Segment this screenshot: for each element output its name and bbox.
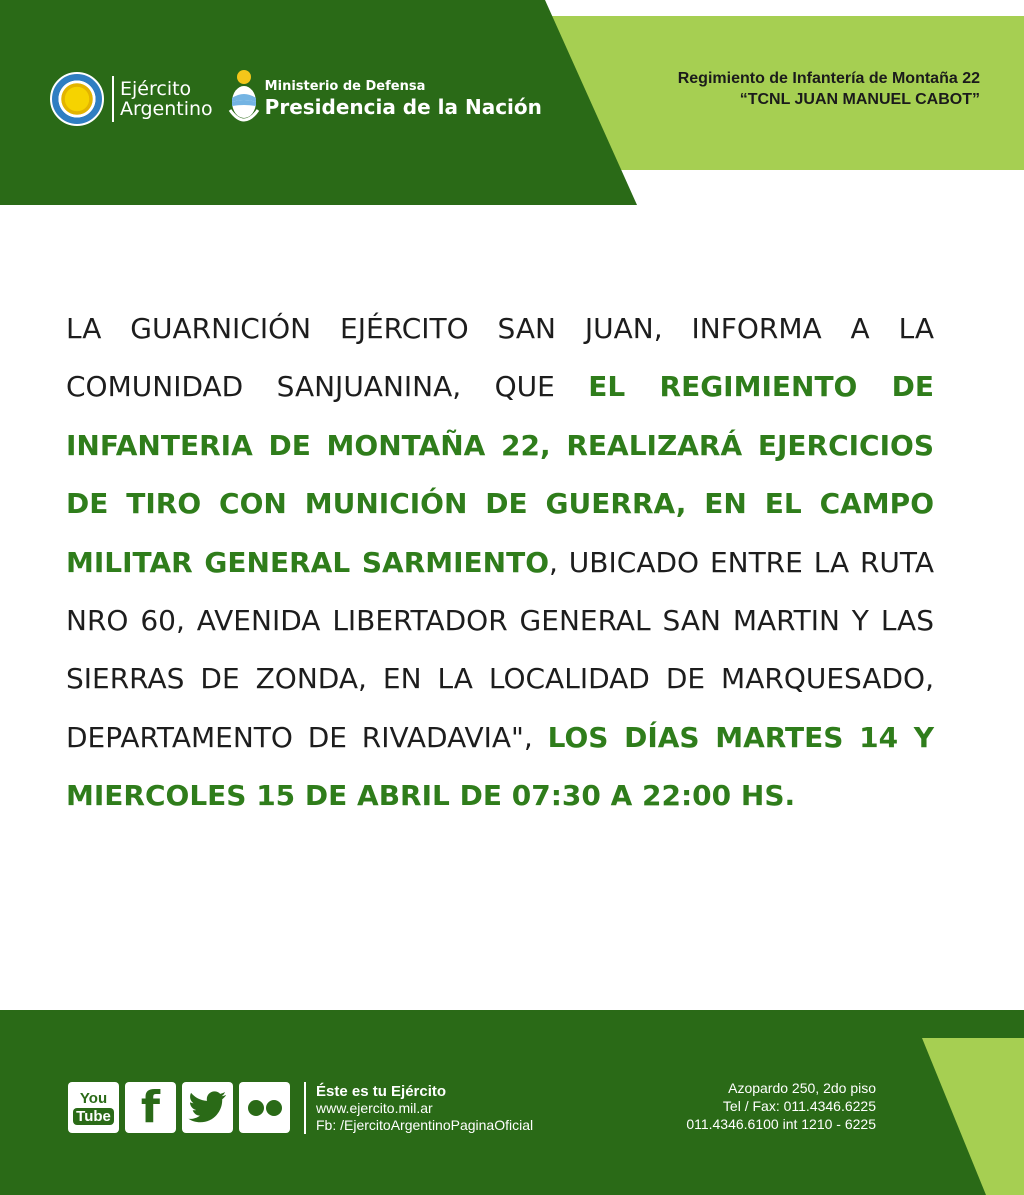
ministry-brand xyxy=(265,79,542,119)
youtube-button[interactable] xyxy=(68,1082,119,1133)
youtube-label-top: You xyxy=(79,1089,108,1107)
footer-facebook-link[interactable]: Fb: /EjercitoArgentinoPaginaOficial xyxy=(316,1117,534,1133)
army-brand xyxy=(120,79,213,119)
announcement-highlight-exercise: EL REGIMIENTO DE INFANTERIA DE MONTAÑA 22, REALIZARÁ EJERCICIOS DE TIRO CON MUNICIÓN DE GUERRA, EN EL CAMPO MILITAR GENERAL SARMIENTO xyxy=(66,370,935,579)
social-links xyxy=(68,1082,290,1133)
twitter-icon xyxy=(188,1091,228,1125)
footer-divider xyxy=(304,1082,306,1134)
facebook-icon: f xyxy=(140,1081,161,1133)
flickr-icon xyxy=(245,1098,285,1118)
phone-extension-line: 011.4346.6100 int 1210 - 6225 xyxy=(686,1116,876,1132)
footer-website-link[interactable]: www.ejercito.mil.ar xyxy=(316,1100,433,1116)
announcement-location: , UBICADO ENTRE LA RUTA NRO 60, AVENIDA LIBERTADOR GENERAL SAN MARTIN Y LAS SIERRAS DE ZONDA, EN LA LOCALIDAD DE MARQUESADO, DEPARTAMENTO DE RIVADAVIA", xyxy=(66,545,935,754)
regiment-line1: Regimiento de Infantería de Montaña 22 xyxy=(677,70,980,87)
address-line: Azopardo 250, 2do piso xyxy=(728,1080,876,1096)
regiment-name xyxy=(678,68,980,110)
footer-contact xyxy=(316,1083,533,1134)
youtube-icon xyxy=(73,1091,114,1125)
announcement-intro: LA GUARNICIÓN EJÉRCITO SAN JUAN, INFORMA A LA COMUNIDAD SANJUANINA, QUE xyxy=(66,312,934,404)
national-shield-icon xyxy=(227,68,261,130)
regiment-line2: “TCNL JUAN MANUEL CABOT” xyxy=(739,91,980,108)
youtube-label-bottom: Tube xyxy=(73,1108,114,1125)
army-brand-line2: Argentino xyxy=(120,98,213,120)
flickr-button[interactable] xyxy=(239,1082,290,1133)
phone-fax-line: Tel / Fax: 011.4346.6225 xyxy=(722,1098,876,1114)
announcement-highlight-dates: LOS DÍAS MARTES 14 Y MIERCOLES 15 DE ABRIL DE 07:30 A 22:00 HS. xyxy=(66,720,934,813)
army-brand-line1: Ejército xyxy=(120,78,192,100)
ministry-line1: Ministerio de Defensa xyxy=(264,79,426,94)
header-logos xyxy=(50,64,542,134)
announcement-text xyxy=(66,300,934,826)
twitter-button[interactable] xyxy=(182,1082,233,1133)
footer-slogan: Éste es tu Ejército xyxy=(316,1083,447,1100)
army-seal-icon xyxy=(50,72,104,126)
ministry-line2: Presidencia de la Nación xyxy=(264,95,542,119)
facebook-button[interactable] xyxy=(125,1082,176,1133)
footer-address xyxy=(686,1079,876,1133)
logo-divider xyxy=(112,76,114,122)
